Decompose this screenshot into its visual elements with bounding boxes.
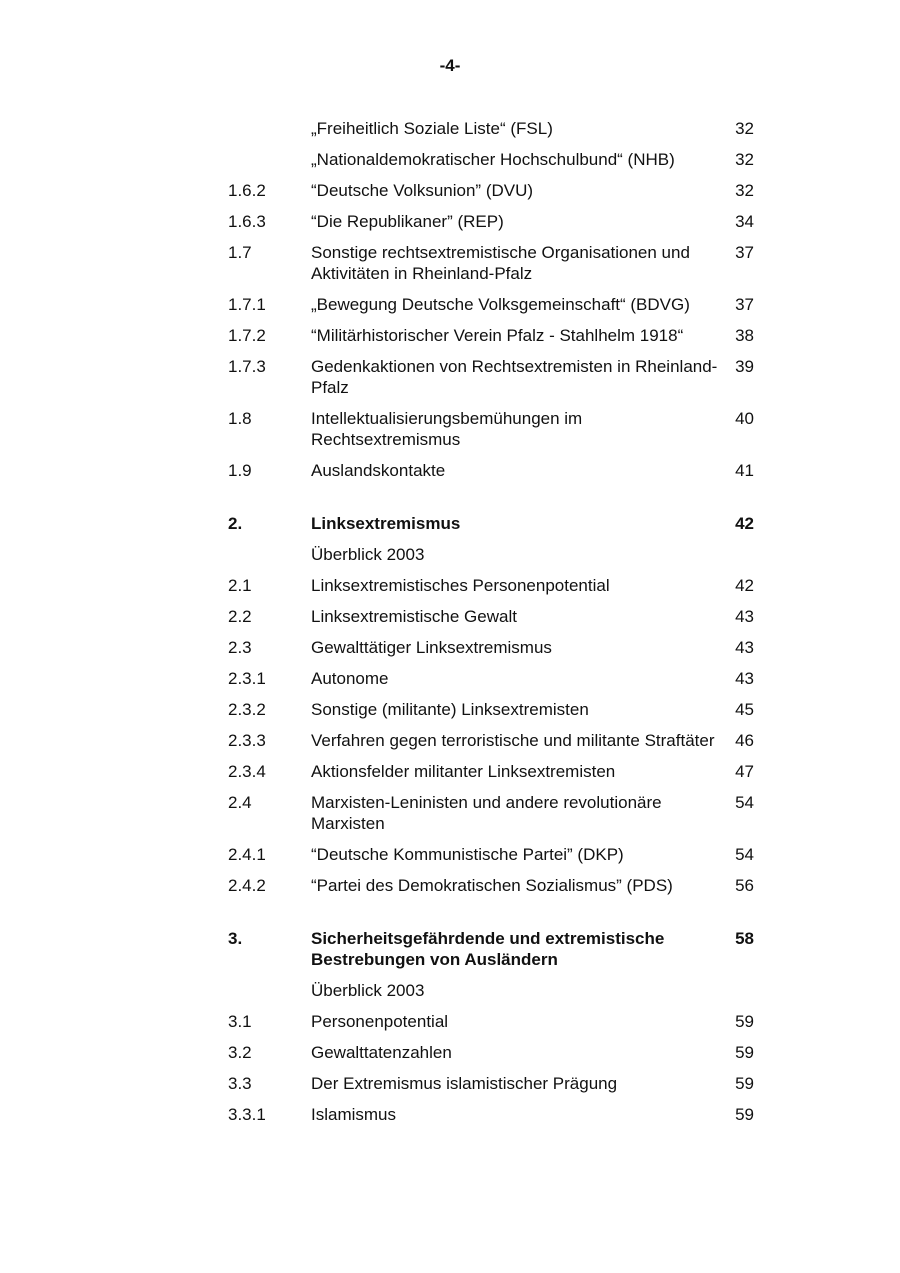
toc-section-title: Gedenkaktionen von Rechtsextremisten in Rheinland-Pfalz <box>311 357 718 397</box>
toc-row <box>228 699 758 720</box>
toc-section-title: “Deutsche Volksunion” (DVU) <box>311 181 534 200</box>
toc-section-number: 2.3.4 <box>228 762 266 781</box>
toc-section-number: 2.1 <box>228 576 252 595</box>
toc-page-number: 32 <box>735 119 754 138</box>
toc-section-number: 1.7.2 <box>228 326 266 345</box>
toc-section-number: 1.7.3 <box>228 357 266 376</box>
toc-row <box>228 980 758 1001</box>
toc-page-number: 54 <box>735 845 754 864</box>
toc-section-title: Aktionsfelder militanter Linksextremisten <box>311 762 616 781</box>
toc-row <box>228 844 758 865</box>
toc-row <box>228 149 758 170</box>
toc-section-number: 2.3.1 <box>228 669 266 688</box>
toc-row <box>228 118 758 139</box>
toc-page-number: 54 <box>735 793 754 812</box>
toc-section-number: 2.4.2 <box>228 876 266 895</box>
toc-row <box>228 575 758 596</box>
toc-section-title: “Die Republikaner” (REP) <box>311 212 504 231</box>
toc-page-number: 37 <box>735 295 754 314</box>
toc-page-number: 38 <box>735 326 754 345</box>
toc-row <box>228 668 758 689</box>
toc-section-number: 1.7 <box>228 243 252 262</box>
toc-page-number: 59 <box>735 1012 754 1031</box>
toc-section-title: Sonstige (militante) Linksextremisten <box>311 700 589 719</box>
toc-row <box>228 875 758 896</box>
toc-section-number: 2.3.2 <box>228 700 266 719</box>
toc-row <box>228 792 758 834</box>
toc-row <box>228 730 758 751</box>
toc-page-number: 43 <box>735 638 754 657</box>
toc-row <box>228 211 758 232</box>
toc-row <box>228 242 758 284</box>
toc-section-title: Sicherheitsgefährdende und extremistische Bestrebungen von Ausländern <box>311 929 665 969</box>
toc-section-title: Der Extremismus islamistischer Prägung <box>311 1074 618 1093</box>
toc-section-title: Marxisten-Leninisten und andere revolutionäre Marxisten <box>311 793 662 833</box>
toc-section-number: 1.6.2 <box>228 181 266 200</box>
toc-section-number: 2.2 <box>228 607 252 626</box>
toc-section-number: 2.3 <box>228 638 252 657</box>
toc-row <box>228 460 758 481</box>
toc-section-title: Linksextremistische Gewalt <box>311 607 517 626</box>
toc-section-title: Autonome <box>311 669 389 688</box>
toc-page-number: 43 <box>735 607 754 626</box>
toc-section-title: “Militärhistorischer Verein Pfalz - Stahlhelm 1918“ <box>311 326 684 345</box>
toc-section-number: 3.3.1 <box>228 1105 266 1124</box>
toc-section-title: Linksextremismus <box>311 514 461 533</box>
toc-page-number: 56 <box>735 876 754 895</box>
toc-row <box>228 606 758 627</box>
toc-section-number: 1.7.1 <box>228 295 266 314</box>
toc-page-number: 46 <box>735 731 754 750</box>
toc-row <box>228 1104 758 1125</box>
toc-row <box>228 1042 758 1063</box>
toc-page-number: 40 <box>735 409 754 428</box>
toc-section-title: Sonstige rechtsextremistische Organisationen und Aktivitäten in Rheinland-Pfalz <box>311 243 690 283</box>
toc-section-title: „Freiheitlich Soziale Liste“ (FSL) <box>311 119 553 138</box>
toc-page-number: 59 <box>735 1043 754 1062</box>
toc-chapter-row <box>228 513 758 534</box>
toc-page-number: 32 <box>735 181 754 200</box>
toc-page-number: 58 <box>735 929 754 948</box>
toc-section-title: Überblick 2003 <box>311 981 425 1000</box>
toc-section-number: 2.4 <box>228 793 252 812</box>
toc-page-number: 47 <box>735 762 754 781</box>
toc-page-number: 37 <box>735 243 754 262</box>
toc-page-number: 43 <box>735 669 754 688</box>
toc-row <box>228 761 758 782</box>
toc-section-number: 1.6.3 <box>228 212 266 231</box>
toc-section-number: 1.9 <box>228 461 252 480</box>
toc-section-title: Islamismus <box>311 1105 397 1124</box>
toc-page-number: 32 <box>735 150 754 169</box>
toc-row <box>228 180 758 201</box>
toc-section-number: 2. <box>228 514 243 533</box>
toc-row <box>228 356 758 398</box>
toc-section-title: Personenpotential <box>311 1012 449 1031</box>
toc-section-title: Verfahren gegen terroristische und militante Straftäter <box>311 731 715 750</box>
toc-page-number: 59 <box>735 1074 754 1093</box>
toc-row <box>228 1011 758 1032</box>
toc-page-number: 42 <box>735 514 754 533</box>
toc-section-number: 3. <box>228 929 243 948</box>
toc-row <box>228 294 758 315</box>
toc-row <box>228 637 758 658</box>
table-of-contents <box>228 118 758 1135</box>
toc-page-number: 39 <box>735 357 754 376</box>
toc-row <box>228 408 758 450</box>
toc-row <box>228 325 758 346</box>
toc-section-number: 2.4.1 <box>228 845 266 864</box>
toc-page-number: 41 <box>735 461 754 480</box>
toc-section-title: Auslandskontakte <box>311 461 446 480</box>
toc-section-number: 2.3.3 <box>228 731 266 750</box>
toc-section-number: 1.8 <box>228 409 252 428</box>
toc-section-title: Intellektualisierungsbemühungen im Rechtsextremismus <box>311 409 583 449</box>
toc-row <box>228 544 758 565</box>
toc-page-number: 59 <box>735 1105 754 1124</box>
toc-section-title: Gewalttatenzahlen <box>311 1043 452 1062</box>
toc-section-title: “Partei des Demokratischen Sozialismus” (PDS) <box>311 876 673 895</box>
toc-page-number: 45 <box>735 700 754 719</box>
toc-section-title: „Nationaldemokratischer Hochschulbund“ (NHB) <box>311 150 675 169</box>
toc-section-title: “Deutsche Kommunistische Partei” (DKP) <box>311 845 624 864</box>
toc-page-number: 42 <box>735 576 754 595</box>
toc-section-number: 3.1 <box>228 1012 252 1031</box>
page-number: -4- <box>439 56 461 75</box>
toc-section-title: Überblick 2003 <box>311 545 425 564</box>
toc-section-title: „Bewegung Deutsche Volksgemeinschaft“ (BDVG) <box>311 295 690 314</box>
toc-section-number: 3.2 <box>228 1043 252 1062</box>
toc-row <box>228 1073 758 1094</box>
toc-section-title: Linksextremistisches Personenpotential <box>311 576 610 595</box>
toc-section-title: Gewalttätiger Linksextremismus <box>311 638 552 657</box>
toc-page-number: 34 <box>735 212 754 231</box>
toc-chapter-row <box>228 928 758 970</box>
toc-section-number: 3.3 <box>228 1074 252 1093</box>
